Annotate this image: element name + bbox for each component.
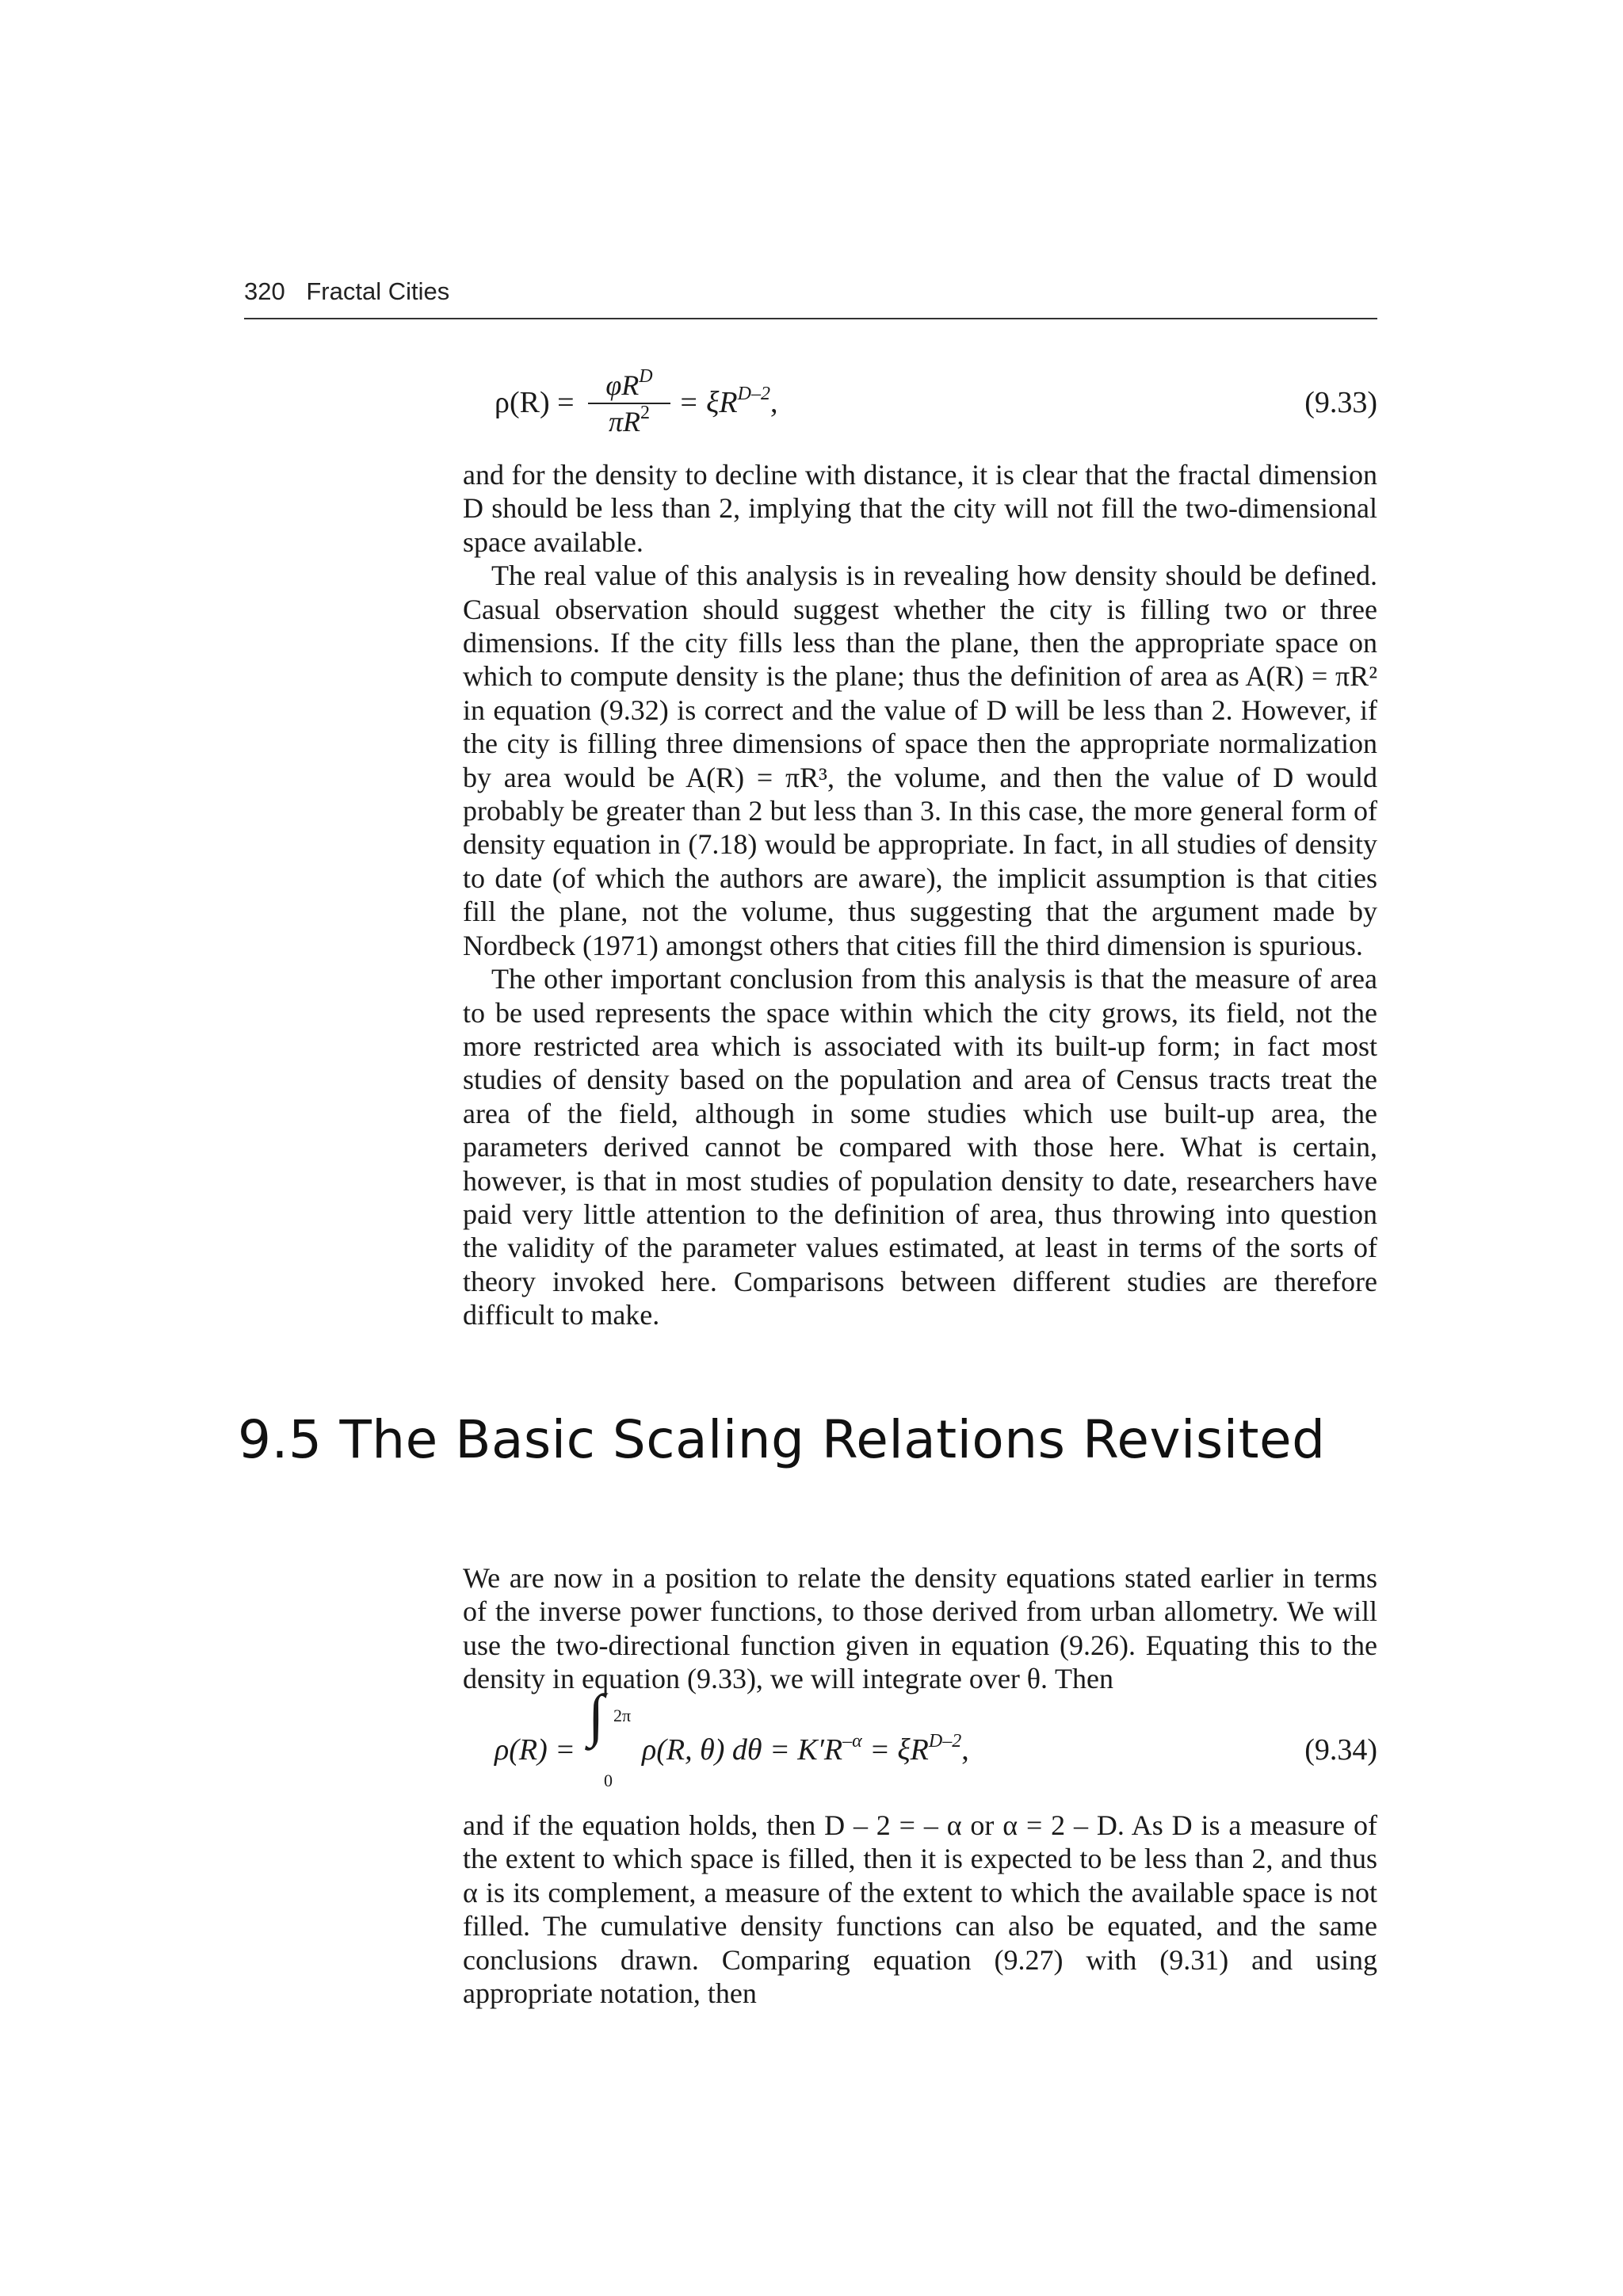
eq934-rhs: ρ(R, θ) $d\theta = K'R^{-\alpha} = \xi R^{D-2}$, — [642, 1731, 969, 1767]
eq933-denominator: $\pi R^2$ — [608, 403, 651, 437]
fraction-bar — [588, 403, 670, 404]
eq933-fraction — [588, 366, 670, 437]
paragraph: and if the equation holds, then D – 2 = – α or α = 2 – D. As D is a measure of the extent to which space is filled, then it is expected to be less than 2, and thus α is its complement, a measure of the extent to which the available space is not filled. The cumulative density functions can also be equated, and the same conclusions drawn. Comparing equation (9.27) with (9.31) and using appropriate notation, then — [463, 1809, 1377, 2010]
body-text-block-1 — [463, 458, 1377, 1332]
section-title: The Basic Scaling Relations Revisited — [339, 1409, 1326, 1470]
equation-9-34 — [495, 1683, 1377, 1791]
upper-limit: 2π — [613, 1706, 632, 1725]
paragraph: The other important conclusion from this analysis is that the measure of area to be used represents the space within which the city grows, its field, not the more restricted area which is associated with its built-up form; in fact most studies of density based on the population and area of Census tracts treat the area of the field, although in some studies which use built-up area, the parameters derived cannot be compared with those here. What is certain, however, is that in most studies of population density to date, researchers have paid very little attention to the definition of area, thus throwing into question the validity of the parameter values estimated, at least in terms of the sorts of theory invoked here. Comparisons between different studies are therefore difficult to make. — [463, 963, 1377, 1331]
eq934-number: (9.34) — [1304, 1733, 1377, 1767]
eq933-numerator: $\varphi R^D$ — [605, 366, 653, 401]
eq933-rhs: = $\xi R^{D-2}$, — [678, 384, 778, 419]
eq934-lhs: ρ(R) = — [495, 1733, 575, 1767]
equation-9-33 — [495, 366, 1377, 437]
lower-limit: 0 — [604, 1771, 613, 1790]
eq933-lhs: ρ(R) = — [495, 386, 575, 419]
header-rule — [244, 318, 1377, 319]
integral-sign: ∫ — [588, 1683, 605, 1748]
paragraph: The real value of this analysis is in revealing how density should be defined. Casual observation should suggest whether the city is filling two or three dimensions. If the city fills less than the plane, then the appropriate space on which to compute density is the plane; thus the definition of area as A(R) = πR² in equation (9.32) is correct and the value of D will be less than 2. However, if the city is filling three dimensions of space then the appropriate normalization by area would be A(R) = πR³, the volume, and then the value of D would probably be greater than 2 but less than 3. In this case, the more general form of density equation in (7.18) would be appropriate. In fact, in all studies of density to date (of which the authors are aware), the implicit assumption is that cities fill the plane, not the volume, thus suggesting that the argument made by Nordbeck (1971) amongst others that cities fill the third dimension is spurious. — [463, 560, 1377, 961]
running-title: Fractal Cities — [306, 277, 450, 305]
section-heading — [238, 1409, 1379, 1470]
eq933-number: (9.33) — [1304, 386, 1377, 419]
paragraph: and for the density to decline with distance, it is clear that the fractal dimension D should be less than 2, implying that the city will not fill the two-dimensional space available. — [463, 459, 1377, 558]
body-text-block-2 — [463, 1561, 1377, 1696]
body-text-block-3 — [463, 1809, 1377, 2010]
page-number: 320 — [244, 277, 285, 305]
paragraph: We are now in a position to relate the density equations stated earlier in terms of the inverse power functions, to those derived from urban allometry. We will use the two-directional function given in equation (9.26). Equating this to the density in equation (9.33), we will integrate over θ. Then — [463, 1562, 1377, 1695]
running-head — [244, 277, 1377, 306]
section-number: 9.5 — [238, 1409, 323, 1470]
